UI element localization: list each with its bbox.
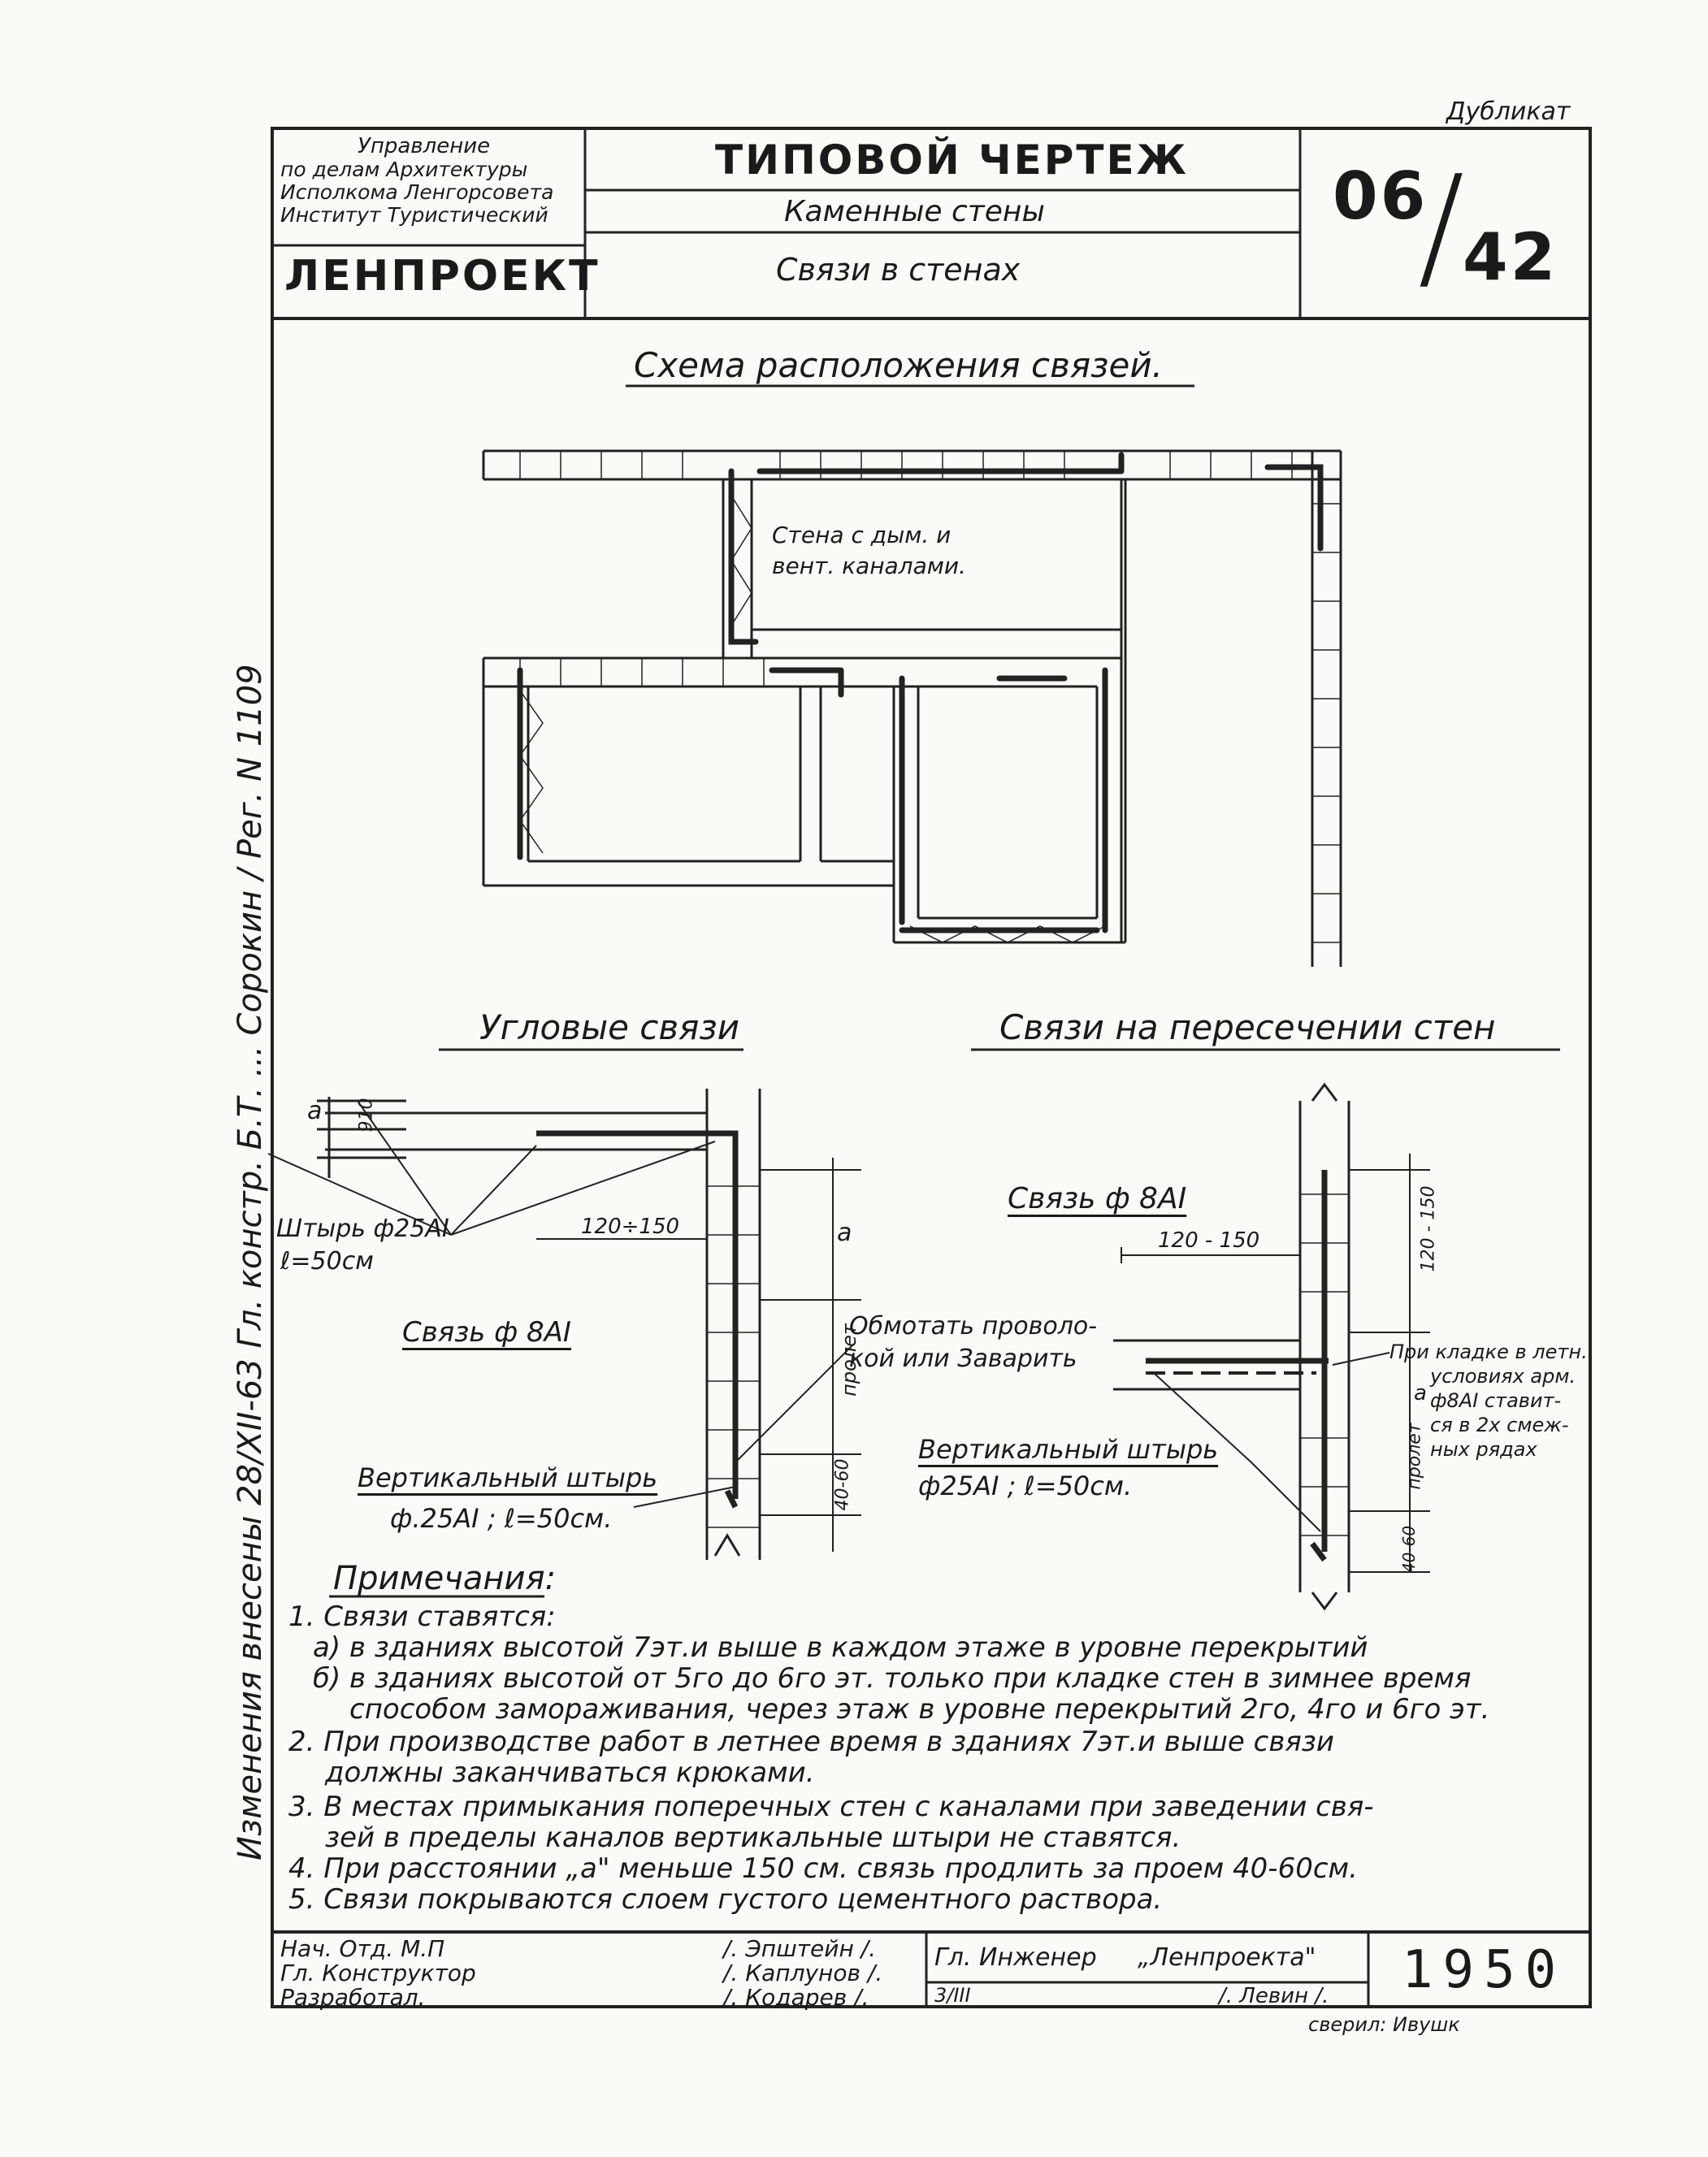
intersection-note-1: При кладке в летн.	[1389, 1341, 1588, 1363]
doc-type: ТИПОВОЙ ЧЕРТЕЖ	[715, 136, 1189, 184]
corner-dim-a: а	[307, 1097, 323, 1125]
corner-dim-right-bottom: 40-60	[832, 1458, 853, 1511]
scheme-channel-label: Стена с дым. и вент. каналами.	[772, 522, 966, 579]
corner-dim-910: 910	[356, 1098, 377, 1133]
org-line-4: Институт Туристический	[280, 203, 548, 227]
tb-engineer-label: Гл. Инженер	[934, 1943, 1097, 1972]
intersection-note-3: ф8АI ставит-	[1430, 1389, 1562, 1412]
corner-wrap-label-1: Обмотать проволо-	[849, 1312, 1098, 1341]
intersection-dim-right-1: 120 - 150	[1418, 1185, 1439, 1272]
notes-title: Примечания:	[333, 1560, 557, 1597]
intersection-detail	[1113, 1085, 1430, 1609]
margin-change-note: Изменения внесены 28/XII-63 Гл. констр. Б.Т. ... Сорокин / Рег. N 1109	[232, 664, 269, 1860]
tb-role-2: Гл. Конструктор	[280, 1960, 476, 1986]
note-line-6: должны заканчиваться крюками.	[325, 1756, 815, 1789]
sheet-number-slash: /	[1418, 146, 1465, 307]
tb-year: 1950	[1402, 1940, 1567, 2000]
intersection-title: Связи на пересечении стен	[999, 1007, 1496, 1047]
corner-dim-right-prolet: пролет	[837, 1323, 861, 1397]
corner-dim-120-150: 120÷150	[581, 1215, 680, 1239]
note-line-9: 4. При расстоянии „а" меньше 150 см. связь продлить за проем 40-60см.	[288, 1852, 1358, 1885]
intersection-note-4: ся в 2х смеж-	[1430, 1414, 1569, 1436]
org-line-1: Управление	[358, 134, 491, 158]
note-line-3: б) в зданиях высотой от 5го до 6го эт. только при кладке стен в зимнее время	[313, 1662, 1472, 1695]
intersection-dim-prolet: пролет	[1404, 1423, 1425, 1490]
tb-engineer-name: /. Левин /.	[1219, 1984, 1329, 2008]
tb-role-3: Разработал.	[280, 1984, 426, 2011]
note-line-10: 5. Связи покрываются слоем густого цементного раствора.	[288, 1883, 1163, 1916]
org-line-2: по делам Архитектуры	[280, 158, 528, 181]
intersection-note-5: ных рядах	[1430, 1438, 1537, 1461]
note-line-5: 2. При производстве работ в летнее время в зданиях 7эт.и выше связи	[288, 1726, 1334, 1758]
intersection-vert-label-1: Вертикальный штырь	[918, 1434, 1219, 1465]
tb-engineer-org: „Ленпроекта"	[1138, 1943, 1316, 1972]
corner-vert-label-1: Вертикальный штырь	[358, 1462, 658, 1493]
sheet-number-top: 06	[1333, 158, 1428, 234]
duplicate-mark: Дубликат	[1446, 97, 1571, 126]
tb-name-2: /. Каплунов /.	[723, 1960, 883, 1986]
tb-name-3: /. Кодарев /.	[723, 1984, 869, 2011]
intersection-vert-label-2: ф25АI ; ℓ=50см.	[918, 1470, 1133, 1501]
corner-dim-right-a: а	[837, 1219, 852, 1247]
tb-date: 3/III	[934, 1984, 971, 2007]
subject: Каменные стены	[784, 195, 1045, 228]
scheme-title: Схема расположения связей.	[634, 345, 1163, 385]
note-line-4: способом замораживания, через этаж в уровне перекрытий 2го, 4го и 6го эт.	[349, 1693, 1490, 1726]
tb-checked: сверил: Ивушк	[1308, 2013, 1460, 2036]
intersection-tie-label: Связь ф 8АI	[1008, 1182, 1187, 1215]
corner-pin-label-1: Штырь ф25АI	[276, 1215, 449, 1243]
sheet-title: Связи в стенах	[776, 252, 1021, 288]
note-line-2: а) в зданиях высотой 7эт.и выше в каждом этаже в уровне перекрытий	[313, 1631, 1368, 1664]
intersection-dim-top: 120 - 150	[1158, 1228, 1260, 1253]
intersection-dim-a: а	[1414, 1381, 1427, 1406]
corner-title: Угловые связи	[479, 1007, 740, 1047]
corner-pin-label-2: ℓ=50см	[280, 1247, 374, 1276]
intersection-dim-bottom: 40-60	[1399, 1525, 1420, 1574]
org-name: ЛЕНПРОЕКТ	[284, 252, 600, 301]
tb-name-1: /. Эпштейн /.	[723, 1935, 876, 1962]
tb-role-1: Нач. Отд. М.П	[280, 1935, 445, 1962]
corner-vert-label-2: ф.25АI ; ℓ=50см.	[390, 1503, 613, 1534]
org-line-3: Исполкома Ленгорсовета	[280, 180, 554, 204]
note-line-1: 1. Связи ставятся:	[288, 1600, 556, 1633]
note-line-8: зей в пределы каналов вертикальные штыри не ставятся.	[325, 1821, 1181, 1854]
note-line-7: 3. В местах примыкания поперечных стен с каналами при заведении свя-	[288, 1791, 1374, 1823]
sheet-number-bottom: 42	[1463, 219, 1558, 295]
corner-tie-label: Связь ф 8АI	[402, 1316, 571, 1349]
intersection-note-2: условиях арм.	[1430, 1365, 1576, 1388]
corner-wrap-label-2: кой или Заварить	[849, 1345, 1077, 1373]
